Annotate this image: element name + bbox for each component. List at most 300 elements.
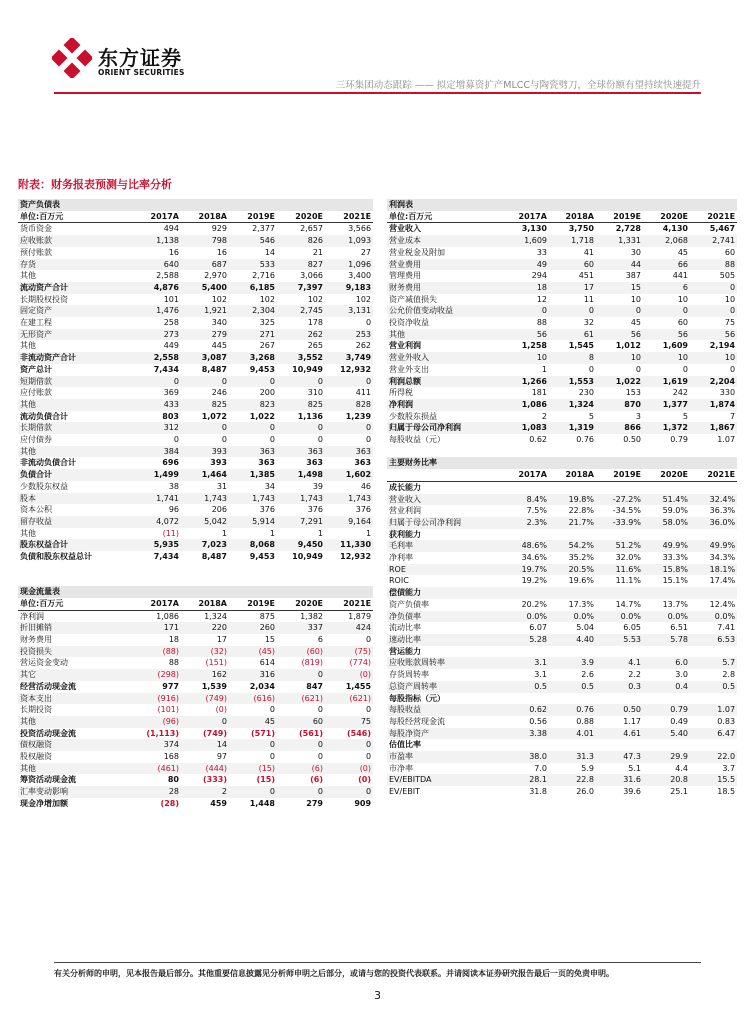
row-label: 流动负债合计	[20, 411, 68, 421]
row-label: 市净率	[389, 763, 413, 773]
table-row	[18, 693, 373, 705]
row-value: 19.2%	[521, 576, 547, 586]
row-label: 长期投资	[20, 705, 52, 715]
row-value: 1,619	[643, 376, 690, 388]
row-value: 1	[365, 528, 372, 538]
row-value: 0	[596, 305, 643, 317]
row-label: 其他	[18, 763, 133, 775]
table-row	[387, 481, 737, 493]
disclaimer-text: 有关分析师的申明，见本报告最后部分。其他重要信息披露见分析师申明之后部分，或请与您的投资代表联系。并请阅读本证券研究报告最后一页的免责申明。	[54, 969, 614, 978]
row-value: 19.7%	[502, 564, 549, 576]
row-value: 866	[596, 422, 643, 434]
row-value: 393	[181, 446, 229, 458]
row-label: 应付债券	[20, 435, 52, 445]
row-value: 38.0	[502, 751, 549, 763]
row-label: 股权融资	[20, 752, 52, 762]
row-value: (546)	[347, 728, 372, 738]
row-label: 资产总计	[20, 364, 52, 374]
table-row	[387, 529, 737, 541]
row-label: 偿债能力	[387, 587, 502, 599]
row-value: 20.2%	[521, 599, 547, 609]
row-value: 12.4%	[709, 599, 736, 609]
row-value: 5,042	[181, 516, 229, 528]
row-value: 267	[259, 341, 275, 351]
row-value: 5.04	[576, 623, 594, 633]
row-value: 0.88	[576, 716, 594, 726]
row-value: 1,464	[181, 469, 229, 481]
row-value: 10,949	[292, 552, 323, 562]
row-value: 0	[635, 364, 641, 374]
table-row	[18, 434, 373, 446]
row-label: 获利能力	[389, 529, 421, 539]
row-value: 0	[588, 364, 594, 374]
row-value: 0	[277, 786, 325, 798]
row-value: 49.9%	[643, 540, 690, 552]
table-row	[18, 294, 373, 306]
row-value: 15	[596, 282, 643, 294]
row-value: 168	[163, 752, 179, 762]
row-value: 29.9	[643, 751, 690, 763]
row-value: 5,467	[709, 224, 736, 234]
table-row	[18, 259, 373, 271]
column-header: 2021E	[325, 598, 373, 610]
row-value: 5.9	[581, 763, 594, 773]
row-value: 929	[211, 224, 227, 234]
table-row	[18, 352, 373, 364]
table-row	[387, 235, 737, 247]
table-row	[387, 622, 737, 634]
table-row	[18, 247, 373, 259]
row-value: 0	[181, 716, 229, 728]
row-value: 54.2%	[549, 540, 596, 552]
row-value: 102	[307, 294, 323, 304]
page-number: 3	[374, 989, 381, 1002]
row-value: 31.3	[549, 751, 596, 763]
row-value: 0	[277, 669, 325, 681]
row-value: 3.0	[675, 670, 688, 680]
row-label: 管理费用	[389, 271, 421, 281]
table-row	[387, 223, 737, 235]
row-value: 1,448	[249, 798, 275, 808]
row-value: 445	[211, 341, 227, 351]
row-value: 17.3%	[568, 599, 594, 609]
table-row	[18, 798, 373, 810]
row-label: 流动比率	[389, 623, 421, 633]
row-value: 279	[306, 798, 323, 808]
row-value: 376	[307, 505, 323, 515]
row-value: 505	[719, 271, 736, 281]
row-label: 现金净增加额	[20, 798, 68, 808]
income_statement-title: 利润表	[387, 199, 737, 211]
row-value: 56	[502, 329, 549, 341]
column-header: 2020E	[643, 211, 690, 223]
row-value: 640	[133, 259, 181, 271]
row-value	[502, 587, 549, 599]
row-value: 870	[596, 399, 643, 411]
table-row	[387, 352, 737, 364]
table-row	[18, 481, 373, 493]
column-header: 2018A	[181, 211, 229, 223]
row-value: 262	[355, 341, 372, 351]
row-value: 1,324	[204, 611, 227, 621]
row-label: 其它	[18, 669, 133, 681]
row-value: 102	[211, 294, 227, 304]
row-value: 0	[317, 435, 323, 445]
row-value	[549, 481, 596, 493]
row-value: (333)	[202, 775, 227, 785]
row-value: (571)	[250, 728, 275, 738]
row-value: 533	[229, 259, 277, 271]
row-value: 6,185	[229, 282, 277, 294]
row-value: 393	[210, 458, 227, 468]
column-header: 2019E	[596, 211, 643, 223]
row-value	[502, 739, 549, 751]
table-row	[18, 270, 373, 282]
row-value: 1,136	[297, 411, 323, 421]
row-value: 13.7%	[662, 599, 688, 609]
row-label: 公允价值变动收益	[387, 305, 502, 317]
row-value: 0.5	[549, 681, 596, 693]
row-value: 260	[229, 622, 277, 634]
row-value: 200	[259, 388, 275, 398]
row-value: 75	[724, 318, 736, 328]
row-value: 20.5%	[549, 564, 596, 576]
row-label: 长期股权投资	[20, 294, 68, 304]
row-value: 3,130	[521, 224, 547, 234]
row-value: 96	[168, 505, 179, 515]
row-value: 1,239	[345, 411, 372, 421]
row-label: 资本公积	[20, 505, 52, 515]
row-value: 258	[163, 318, 179, 328]
row-value: 45	[677, 247, 688, 257]
row-value: 58.0%	[643, 517, 690, 529]
row-value: 826	[277, 235, 325, 247]
right-financial-tables	[387, 199, 737, 798]
row-value: 2,204	[690, 376, 737, 388]
row-value: 102	[355, 294, 372, 304]
column-header: 2019E	[596, 469, 643, 481]
row-value: 18	[502, 282, 549, 294]
row-label: 投资活动现金流	[20, 728, 76, 738]
row-value: (28)	[160, 798, 179, 808]
row-value: 10	[596, 352, 643, 364]
section-title: 附表：财务报表预测与比率分析	[18, 178, 172, 191]
column-header: 2020E	[643, 469, 690, 481]
row-value: 5.28	[502, 634, 549, 646]
row-value: 411	[355, 388, 372, 398]
row-label: 股本	[18, 493, 133, 505]
row-value: 4,130	[662, 224, 688, 234]
table-row	[387, 399, 737, 411]
row-value: 1,609	[662, 341, 688, 351]
row-value: 34.3%	[709, 553, 736, 563]
row-value: -27.2%	[596, 494, 643, 506]
row-value: 265	[307, 341, 323, 351]
row-value: 337	[277, 622, 325, 634]
row-value: 16	[168, 247, 179, 257]
row-value: (6)	[310, 775, 323, 785]
table-row	[18, 223, 373, 235]
row-value: 0	[133, 376, 181, 388]
row-value: 41	[583, 247, 594, 257]
row-value	[643, 481, 690, 493]
row-label: 营业费用	[387, 259, 502, 271]
row-value: 0	[277, 376, 325, 388]
row-value: 5.53	[596, 634, 643, 646]
table-spacer	[18, 563, 373, 575]
row-label: 投资净收益	[389, 318, 429, 328]
row-value: (15)	[229, 763, 277, 775]
column-header: 2017A	[502, 469, 549, 481]
row-value: 5.1	[628, 763, 641, 773]
row-value: 0	[365, 435, 372, 445]
row-label: 每股指标（元）	[389, 693, 445, 703]
row-value: 3,131	[325, 305, 373, 317]
row-value: 1,258	[521, 341, 547, 351]
row-label: 无形资产	[18, 329, 133, 341]
table-row	[18, 387, 373, 399]
row-value: 2.2	[628, 670, 641, 680]
row-value: 803	[162, 411, 179, 421]
row-value: 4.40	[549, 634, 596, 646]
column-header: 2018A	[549, 211, 596, 223]
row-value: 4,072	[133, 516, 181, 528]
row-value: 0	[690, 282, 737, 294]
table-row	[387, 340, 737, 352]
row-value: 0	[365, 752, 372, 762]
cash_flow-title: 现金流量表	[18, 586, 373, 598]
row-value	[549, 693, 596, 705]
row-value: (60)	[277, 646, 325, 658]
row-value: 101	[163, 294, 179, 304]
row-value: 0	[365, 705, 372, 715]
row-value: 20.8	[643, 774, 690, 786]
row-label: 负债合计	[18, 469, 133, 481]
table-row	[387, 305, 737, 317]
row-value: (6)	[277, 763, 325, 775]
row-value: (819)	[301, 658, 323, 668]
table-row	[387, 376, 737, 388]
row-value: 8,068	[229, 539, 277, 551]
table-row	[387, 786, 737, 798]
row-value: 4,876	[133, 282, 181, 294]
row-value: 3,749	[325, 352, 373, 364]
table-row	[387, 739, 737, 751]
row-value: 4.61	[596, 728, 643, 740]
row-value: 262	[277, 329, 325, 341]
row-label: 存货	[18, 259, 133, 271]
row-value: 12	[536, 294, 547, 304]
row-value: 1,498	[277, 469, 325, 481]
row-value: 17	[549, 282, 596, 294]
table-row	[18, 282, 373, 294]
table-row	[18, 504, 373, 516]
row-value: 1.07	[690, 704, 737, 716]
row-value: 363	[277, 446, 325, 458]
row-value: 1,539	[201, 681, 227, 691]
row-value: 0	[269, 705, 275, 715]
row-value: 5.78	[643, 634, 690, 646]
table-row	[387, 247, 737, 259]
row-label: 营业利润	[389, 341, 421, 351]
row-value: 2,377	[252, 224, 275, 234]
row-value: (444)	[181, 763, 229, 775]
row-value: 3.38	[502, 728, 549, 740]
table-row	[18, 457, 373, 469]
row-value: 3,268	[229, 352, 277, 364]
row-value: 206	[211, 505, 227, 515]
row-value: 1,377	[643, 399, 690, 411]
table-row	[18, 516, 373, 528]
row-value: 25.1	[670, 787, 688, 797]
table-row	[18, 774, 373, 786]
table-row	[387, 294, 737, 306]
row-value: 1,012	[615, 341, 641, 351]
row-value: 1	[317, 528, 323, 538]
row-value	[690, 646, 737, 658]
row-value: 494	[163, 224, 179, 234]
row-value: 1,096	[325, 259, 373, 271]
row-value: 22.8%	[568, 506, 594, 516]
row-value: 11.6%	[596, 564, 643, 576]
row-value: 1,086	[156, 611, 179, 621]
table-row	[387, 505, 737, 517]
row-label: 少数股东权益	[20, 481, 68, 491]
row-value: 696	[162, 458, 179, 468]
row-value: 6	[643, 282, 690, 294]
row-value: 32.4%	[690, 494, 737, 506]
table-row	[387, 364, 737, 376]
row-value: 271	[229, 329, 277, 341]
row-label: 流动资产合计	[18, 282, 133, 294]
row-value: 1,083	[502, 422, 549, 434]
row-value: 0	[365, 318, 372, 328]
row-value: 26.0	[576, 787, 594, 797]
row-value: 171	[133, 622, 181, 634]
row-value: 1,879	[348, 611, 372, 621]
row-label: ROIC	[389, 576, 409, 586]
row-value: (621)	[325, 693, 373, 705]
row-value: 1,553	[549, 376, 596, 388]
row-value: 6.07	[529, 623, 547, 633]
row-value: 1,319	[549, 422, 596, 434]
row-value: 1,138	[133, 235, 181, 247]
row-value: 39	[312, 481, 323, 491]
row-value: 60	[277, 716, 325, 728]
row-value: 2,304	[229, 305, 277, 317]
row-value: 0	[643, 305, 690, 317]
table-row	[387, 728, 737, 740]
row-value: 294	[531, 271, 547, 281]
row-value: 17.4%	[709, 576, 736, 586]
row-value: 1.17	[623, 716, 641, 726]
row-value: 49.9%	[690, 540, 737, 552]
row-value: 1,867	[690, 422, 737, 434]
row-value: 0	[269, 752, 275, 762]
row-label: 应收账款周转率	[387, 657, 502, 669]
row-value: 51.4%	[643, 494, 690, 506]
row-value: 6.05	[623, 623, 641, 633]
row-value: 363	[306, 458, 323, 468]
row-value: 30	[630, 247, 641, 257]
table-row	[18, 399, 373, 411]
row-value: 1,743	[277, 493, 325, 505]
column-header: 2020E	[277, 598, 325, 610]
row-value: (88)	[133, 646, 181, 658]
row-value: 11.1%	[615, 576, 641, 586]
table-row	[18, 235, 373, 247]
row-value: 66	[643, 259, 690, 271]
row-value: 3,066	[300, 271, 323, 281]
row-value: 9,164	[325, 516, 373, 528]
row-value: 18.1%	[690, 564, 737, 576]
row-value: 0	[682, 364, 688, 374]
row-label: 净负债率	[387, 611, 502, 623]
row-label: 经营活动现金流	[20, 681, 76, 691]
row-value: 1,372	[643, 422, 690, 434]
row-value: 33	[536, 247, 547, 257]
row-value: 5,914	[229, 516, 277, 528]
row-value: 312	[133, 422, 181, 434]
row-value: 0.50	[623, 435, 641, 445]
row-value: 1,743	[229, 493, 277, 505]
row-value: 798	[181, 235, 229, 247]
row-label: 营业利润	[389, 506, 421, 516]
row-value: 7,291	[277, 516, 325, 528]
row-label: 应付账款	[20, 388, 52, 398]
table-row	[18, 669, 373, 681]
table-row	[18, 422, 373, 434]
row-value: 38	[168, 481, 179, 491]
row-value: 36.3%	[709, 506, 736, 516]
row-value: 8.4%	[502, 494, 549, 506]
row-value: 75	[325, 716, 373, 728]
table-row	[387, 564, 737, 576]
row-value: 88	[690, 259, 737, 271]
row-value: 2,194	[709, 341, 736, 351]
table-row	[18, 539, 373, 551]
column-header: 2021E	[690, 469, 737, 481]
row-label: 在建工程	[20, 318, 52, 328]
row-value: 10	[690, 352, 737, 364]
row-value: 34.6%	[521, 553, 547, 563]
row-value: 88	[168, 658, 179, 668]
row-value: 0.0%	[549, 611, 596, 623]
row-value: 1,545	[568, 341, 594, 351]
row-value: 1,718	[549, 235, 596, 247]
ratios-title: 主要财务比率	[387, 457, 737, 469]
row-value: 316	[229, 669, 277, 681]
table-row	[18, 716, 373, 728]
row-value: 15	[264, 634, 275, 644]
row-label: 折旧摊销	[18, 622, 133, 634]
column-header: 2020E	[277, 211, 325, 223]
row-value: 376	[355, 505, 372, 515]
left-financial-tables	[18, 199, 373, 810]
table-row	[18, 493, 373, 505]
row-value: (11)	[162, 528, 179, 538]
table-row	[387, 387, 737, 399]
row-value: 1,022	[596, 376, 643, 388]
row-value: 56	[596, 329, 643, 341]
row-value: 181	[531, 388, 547, 398]
row-label: 财务费用	[387, 282, 502, 294]
row-value: 273	[133, 329, 181, 341]
row-value: 1,022	[249, 411, 275, 421]
row-value: 21	[312, 247, 323, 257]
row-value: 1,331	[596, 235, 643, 247]
row-value: 3,566	[348, 224, 372, 234]
